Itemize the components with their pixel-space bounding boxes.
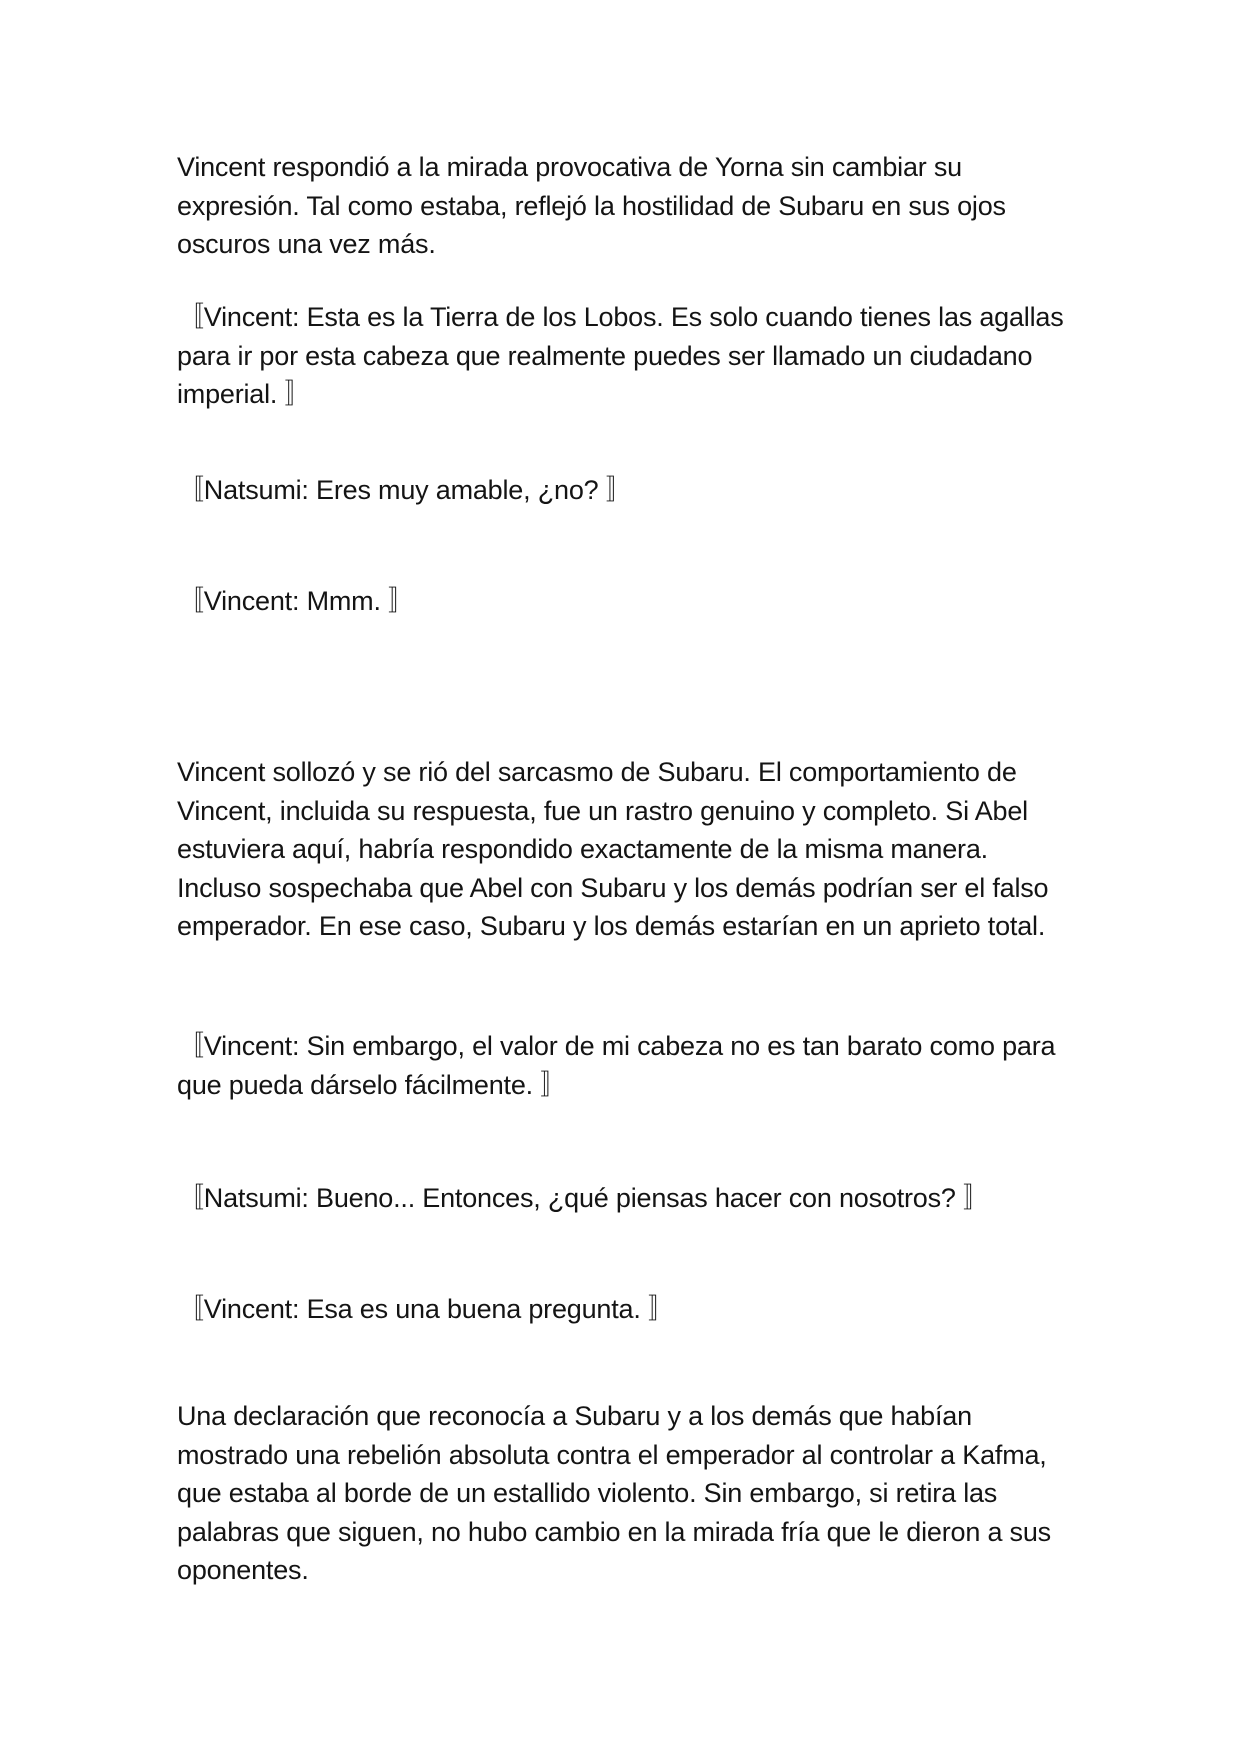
narration-paragraph-2: Vincent sollozó y se rió del sarcasmo de Subaru. El comportamiento de Vincent, incluida su respuesta, fue un rastro genuino y completo. Si Abel estuviera aquí, habría respondido exactamente de la misma manera. Incluso sospechaba que Abel con Subaru y los demás podrían ser el falso emperador. En ese caso, Subaru y los demás estarían en un aprieto total.: [177, 757, 1049, 941]
dialogue-vincent-1: 〚Vincent: Esta es la Tierra de los Lobos. Es solo cuando tienes las agallas para ir por esta cabeza que realmente puedes ser llamado un ciudadano imperial. 〛: [177, 302, 1064, 409]
dialogue-vincent-2: 〚Vincent: Mmm. 〛: [177, 586, 415, 616]
dialogue-vincent-3: 〚Vincent: Sin embargo, el valor de mi cabeza no es tan barato como para que pueda dárselo fácilmente. 〛: [177, 1031, 1056, 1100]
narration-paragraph-1: Vincent respondió a la mirada provocativa de Yorna sin cambiar su expresión. Tal como estaba, reflejó la hostilidad de Subaru en sus ojos oscuros una vez más.: [177, 152, 1006, 259]
dialogue-vincent-4: 〚Vincent: Esa es una buena pregunta. 〛: [177, 1294, 675, 1324]
dialogue-natsumi-2: 〚Natsumi: Bueno... Entonces, ¿qué piensas hacer con nosotros? 〛: [177, 1183, 990, 1213]
narration-paragraph-3: Una declaración que reconocía a Subaru y a los demás que habían mostrado una rebelión absoluta contra el emperador al controlar a Kafma, que estaba al borde de un estallido violento. Sin embargo, si retira las palabras que siguen, no hubo cambio en la mirada fría que le dieron a sus oponentes.: [177, 1401, 1051, 1585]
dialogue-natsumi-1: 〚Natsumi: Eres muy amable, ¿no? 〛: [177, 475, 633, 505]
